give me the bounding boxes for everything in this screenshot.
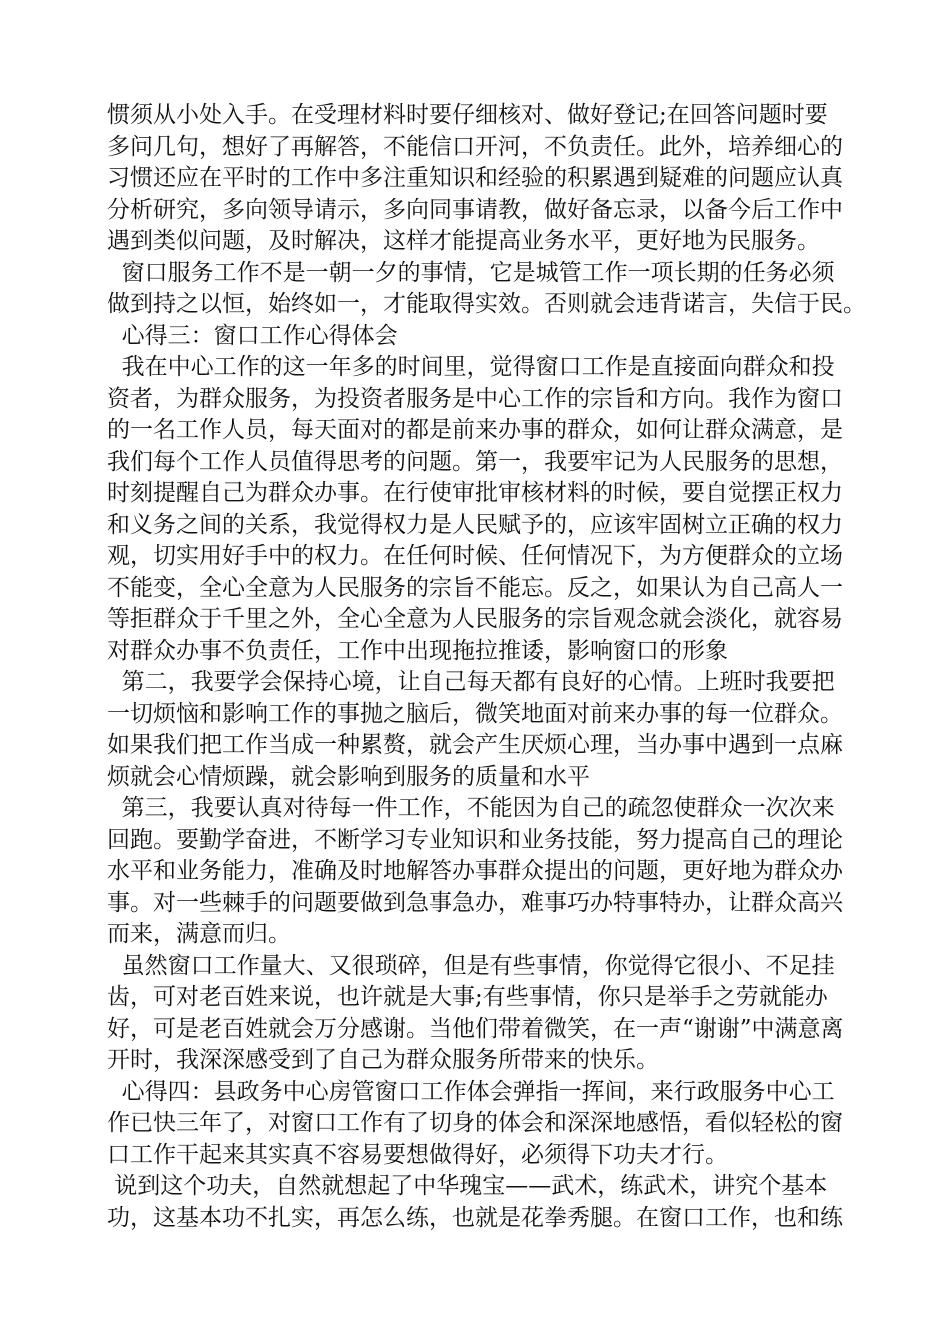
text-line: 而来，满意而归。 <box>107 921 291 947</box>
text-line: 如果我们把工作当成一种累赘，就会产生厌烦心理，当办事中遇到一点麻 <box>107 732 843 758</box>
text-line: 开时，我深深感受到了自己为群众服务所带来的快乐。 <box>107 1047 659 1073</box>
document-body <box>107 100 866 1234</box>
section-heading: 心得三：窗口工作心得体会 <box>107 322 398 349</box>
text-line: 好，可是老百姓就会万分感谢。当他们带着微笑，在一声“谢谢”中满意离 <box>107 1015 844 1042</box>
text-line: 时刻提醒自己为群众办事。在行使审批审核材料的时候，要自觉摆正权力 <box>107 480 843 506</box>
text-line: 我在中心工作的这一年多的时间里，觉得窗口工作是直接面向群众和投 <box>107 354 835 380</box>
text-line: 作已快三年了，对窗口工作有了切身的体会和深深地感悟，看似轻松的窗 <box>107 1110 843 1136</box>
text-line: 多问几句，想好了再解答，不能信口开河，不负责任。此外，培养细心的 <box>107 133 843 160</box>
text-line: 做到持之以恒，始终如一，才能取得实效。否则就会违背诺言，失信于民。 <box>107 291 866 317</box>
text-line: 分析研究，多向领导请示，多向同事请教，做好备忘录，以备今后工作中 <box>107 196 843 223</box>
text-line: 齿，可对老百姓来说，也许就是大事;有些事情，你只是举手之劳就能办 <box>107 984 828 1010</box>
text-line: 事。对一些棘手的问题要做到急事急办，难事巧办特事特办，让群众高兴 <box>107 889 843 916</box>
text-line: 的一名工作人员，每天面对的都是前来办事的群众，如何让群众满意，是 <box>107 417 843 443</box>
text-line: 窗口服务工作不是一朝一夕的事情，它是城管工作一项长期的任务必须 <box>107 259 835 286</box>
text-line: 观，切实用好手中的权力。在任何时候、任何情况下，为方便群众的立场 <box>107 543 843 569</box>
text-line: 对群众办事不负责任，工作中出现拖拉推诿，影响窗口的形象 <box>107 637 728 664</box>
section-heading: 心得四：县政务中心房管窗口工作体会弹指一挥间，来行政服务中心工 <box>107 1078 835 1105</box>
text-line: 烦就会心情烦躁，就会影响到服务的质量和水平 <box>107 763 590 790</box>
text-line: 等拒群众于千里之外，全心全意为人民服务的宗旨观念就会淡化，就容易 <box>107 606 843 632</box>
text-line: 虽然窗口工作量大、又很琐碎，但是有些事情，你觉得它很小、不足挂 <box>107 952 835 979</box>
text-line: 遇到类似问题，及时解决，这样才能提高业务水平，更好地为民服务。 <box>107 228 820 254</box>
text-line: 我们每个工作人员值得思考的问题。第一，我要牢记为人民服务的思想， <box>107 448 843 475</box>
text-line: 功，这基本功不扎实，再怎么练，也就是花拳秀腿。在窗口工作，也和练 <box>107 1204 843 1231</box>
text-line: 口工作干起来其实真不容易要想做得好，必须得下功夫才行。 <box>107 1141 728 1168</box>
text-line: 和义务之间的关系，我觉得权力是人民赋予的，应该牢固树立正确的权力 <box>107 511 843 538</box>
text-line: 水平和业务能力，准确及时地解答办事群众提出的问题，更好地为群众办 <box>107 858 843 884</box>
text-line: 不能变，全心全意为人民服务的宗旨不能忘。反之，如果认为自己高人一 <box>107 574 843 601</box>
text-line: 一切烦恼和影响工作的事抛之脑后，微笑地面对前来办事的每一位群众。 <box>107 700 843 727</box>
text-line: 第三，我要认真对待每一件工作，不能因为自己的疏忽使群众一次次来 <box>107 795 835 821</box>
text-line: 第二，我要学会保持心境，让自己每天都有良好的心情。上班时我要把 <box>107 669 835 695</box>
text-line: 说到这个功夫，自然就想起了中华瑰宝——武术，练武术，讲究个基本 <box>107 1173 828 1199</box>
text-line: 惯须从小处入手。在受理材料时要仔细核对、做好登记;在回答问题时要 <box>107 102 828 128</box>
text-line: 习惯还应在平时的工作中多注重知识和经验的积累遇到疑难的问题应认真 <box>107 165 843 191</box>
text-line: 回跑。要勤学奋进，不断学习专业知识和业务技能，努力提高自己的理论 <box>107 826 843 853</box>
text-line: 资者，为群众服务，为投资者服务是中心工作的宗旨和方向。我作为窗口 <box>107 385 843 412</box>
